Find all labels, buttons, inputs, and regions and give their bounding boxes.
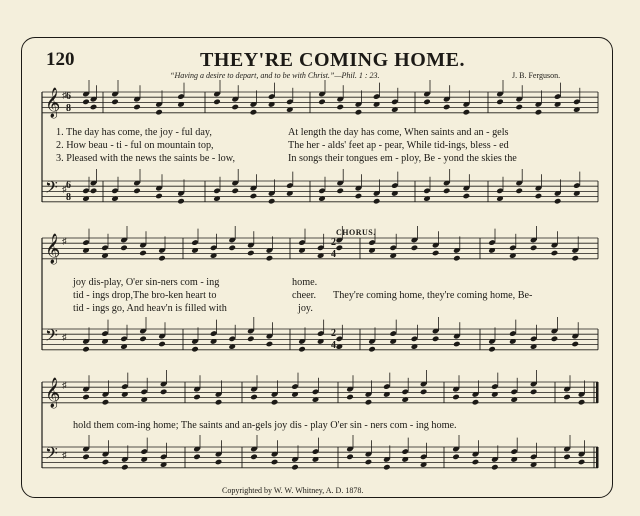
note-head	[530, 389, 538, 396]
note-head	[346, 454, 354, 461]
bass-clef-icon: 𝄢	[45, 179, 58, 201]
note-head	[82, 99, 90, 106]
note-head	[443, 188, 451, 195]
time-sig-verse-top: 6	[66, 91, 71, 102]
note-head	[496, 99, 504, 106]
note-head	[453, 255, 461, 262]
note-head	[177, 198, 185, 205]
note-head	[571, 255, 579, 262]
time-sig-chorus-bottom: 4	[331, 340, 336, 351]
note-head	[139, 250, 147, 257]
note-head	[193, 454, 201, 461]
time-sig-verse-bottom: 8	[66, 192, 71, 203]
note-head	[160, 389, 168, 396]
note-head	[133, 104, 141, 111]
note-head	[491, 464, 499, 471]
note-head	[158, 255, 166, 262]
lyric-s1-v3-b: In songs their tongues em - ploy, Be - yond the skies the	[288, 153, 517, 164]
note-head	[571, 341, 579, 348]
note-head	[554, 198, 562, 205]
time-sig-verse-bottom: 8	[66, 103, 71, 114]
note-head	[432, 336, 440, 343]
note-head	[155, 193, 163, 200]
key-sharp-icon: ♯	[62, 90, 67, 100]
lyric-s1-v2-b: The her - alds' feet ap - pear, While tid-ings, bless - ed	[288, 140, 509, 151]
bass-clef-icon: 𝄢	[45, 327, 58, 349]
lyric-s2-v1-a: joy dis-play, O'er sin-ners com - ing	[73, 277, 220, 288]
key-sharp-icon: ♯	[62, 236, 67, 246]
key-sharp-icon: ♯	[62, 184, 67, 194]
note-head	[488, 346, 496, 353]
note-head	[298, 346, 306, 353]
copyright-notice: Copyrighted by W. W. Whitney, A. D. 1878.	[222, 486, 364, 495]
note-head	[158, 341, 166, 348]
note-head	[250, 109, 258, 116]
scripture-epigraph: “Having a desire to depart, and to be with Christ.”—Phil. 1 : 23.	[170, 71, 380, 80]
composer-credit: J. B. Ferguson.	[512, 71, 561, 80]
time-sig-verse-top: 6	[66, 180, 71, 191]
note-head	[215, 459, 223, 466]
note-head	[133, 188, 141, 195]
note-head	[368, 346, 376, 353]
note-head	[411, 245, 419, 252]
note-head	[102, 399, 110, 406]
key-sharp-icon: ♯	[62, 380, 67, 390]
lyric-s2-v2-a: tid - ings drop,The bro-ken heart to	[73, 290, 217, 301]
lyric-s1-v3-a: 3. Pleased with the news the saints be - low,	[56, 153, 236, 164]
note-head	[423, 99, 431, 106]
note-head	[247, 336, 255, 343]
bass-clef-icon: 𝄢	[45, 445, 58, 467]
note-head	[139, 336, 147, 343]
note-head	[336, 245, 344, 252]
note-head	[452, 454, 460, 461]
note-head	[90, 104, 98, 111]
key-sharp-icon: ♯	[62, 450, 67, 460]
note-head	[120, 245, 128, 252]
note-head	[82, 454, 90, 461]
note-head	[215, 399, 223, 406]
note-head	[472, 459, 480, 466]
note-head	[90, 188, 98, 195]
lyric-s3: hold them com-ing home; The saints and an-gels joy dis - play O'er sin - ners com - ing home.	[73, 420, 457, 431]
note-head	[193, 394, 201, 401]
note-head	[231, 188, 239, 195]
note-head	[266, 255, 274, 262]
note-head	[365, 459, 373, 466]
note-head	[336, 104, 344, 111]
note-head	[452, 394, 460, 401]
note-head	[443, 104, 451, 111]
note-head	[563, 394, 571, 401]
note-head	[318, 99, 326, 106]
treble-clef-icon: 𝄞	[45, 88, 61, 117]
note-head	[563, 454, 571, 461]
note-head	[472, 399, 480, 406]
note-head	[551, 336, 559, 343]
final-barline-thick	[596, 447, 599, 468]
note-head	[121, 464, 129, 471]
note-head	[355, 193, 363, 200]
final-barline-thick	[596, 382, 599, 403]
key-sharp-icon: ♯	[62, 332, 67, 342]
note-head	[268, 198, 276, 205]
lyric-s1-v2-a: 2. How beau - ti - ful on mountain top,	[56, 140, 214, 151]
note-head	[551, 250, 559, 257]
lyric-s2-v3-b: joy.	[298, 303, 313, 314]
note-head	[530, 245, 538, 252]
note-head	[365, 399, 373, 406]
lyric-s1-v1-a: 1. The day has come, the joy - ful day,	[56, 127, 212, 138]
time-sig-chorus-top: 2	[331, 328, 336, 339]
note-head	[373, 198, 381, 205]
hymn-title: THEY'RE COMING HOME.	[200, 49, 466, 71]
note-head	[271, 399, 279, 406]
lyric-s2-v3-a: tid - ings go, And heav'n is filled with	[73, 303, 227, 314]
lyric-chorus-1: They're coming home, they're coming home, Be-	[333, 290, 533, 301]
note-head	[515, 104, 523, 111]
note-head	[453, 341, 461, 348]
note-head	[463, 193, 471, 200]
note-head	[266, 341, 274, 348]
hymn-number: 120	[46, 49, 75, 70]
note-head	[82, 394, 90, 401]
note-head	[383, 464, 391, 471]
note-head	[535, 193, 543, 200]
note-head	[213, 99, 221, 106]
note-head	[228, 245, 236, 252]
note-head	[102, 459, 110, 466]
note-head	[535, 109, 543, 116]
note-head	[250, 193, 258, 200]
note-head	[250, 394, 258, 401]
note-head	[247, 250, 255, 257]
note-head	[191, 346, 199, 353]
note-head	[291, 464, 299, 471]
note-head	[420, 389, 428, 396]
note-head	[271, 459, 279, 466]
time-sig-chorus-bottom: 4	[331, 249, 336, 260]
note-head	[231, 104, 239, 111]
note-head	[463, 109, 471, 116]
note-head	[432, 250, 440, 257]
note-head	[355, 109, 363, 116]
note-head	[578, 399, 586, 406]
time-sig-chorus-top: 2	[331, 237, 336, 248]
treble-clef-icon: 𝄞	[45, 234, 61, 263]
note-head	[155, 109, 163, 116]
note-head	[250, 454, 258, 461]
treble-clef-icon: 𝄞	[45, 378, 61, 407]
note-head	[346, 394, 354, 401]
note-head	[515, 188, 523, 195]
note-head	[336, 188, 344, 195]
lyric-s2-v1-b: home.	[292, 277, 318, 288]
lyric-s1-v1-b: At length the day has come, When saints and an - gels	[288, 127, 509, 138]
lyric-s2-v2-b: cheer.	[292, 290, 317, 301]
note-head	[111, 99, 119, 106]
note-head	[578, 459, 586, 466]
note-head	[82, 346, 90, 353]
chorus-label: CHORUS.	[336, 228, 376, 237]
